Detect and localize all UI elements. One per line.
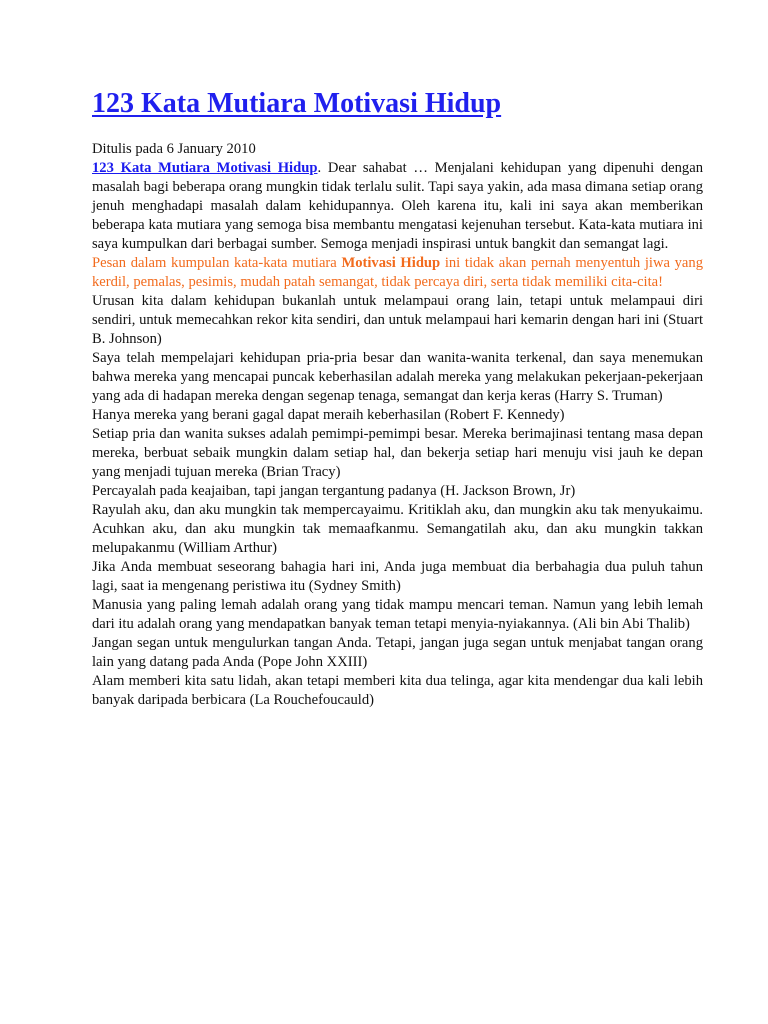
intro-paragraph xyxy=(92,159,703,254)
intro-text: . Dear sahabat … Menjalani kehidupan yang dipenuhi dengan masalah bagi beberapa orang mungkin tidak terlalu sulit. Tapi saya yakin, ada masa dimana setiap orang jenuh menghadapi masalah dalam kehidupannya. Oleh karena itu, kali ini saya akan memberikan beberapa kata mutiara yang semoga bisa membantu mengatasi kejenuhan tersebut. Kata-kata mutiara ini saya kumpulkan dari berbagai sumber. Semoga menjadi inspirasi untuk bangkit dan semangat lagi. xyxy=(92,160,703,252)
page-title[interactable]: 123 Kata Mutiara Motivasi Hidup xyxy=(92,88,502,119)
quote-paragraph: Hanya mereka yang berani gagal dapat meraih keberhasilan (Robert F. Kennedy) xyxy=(92,407,565,423)
quote-paragraph: Setiap pria dan wanita sukses adalah pemimpi-pemimpi besar. Mereka berimajinasi tentang masa depan mereka, berbuat sebaik mungkin dalam setiap hal, dan bekerja setiap hari menuju visi jauh ke depan yang menjadi tujuan mereka (Brian Tracy) xyxy=(92,426,703,480)
quote-paragraph: Alam memberi kita satu lidah, akan tetapi memberi kita dua telinga, agar kita mendengar dua kali lebih banyak daripada berbicara (La Rouchefoucauld) xyxy=(92,673,703,708)
quote-paragraph: Rayulah aku, dan aku mungkin tak mempercayaimu. Kritiklah aku, dan mungkin aku tak menyukaimu. Acuhkan aku, dan aku mungkin tak memaafkanmu. Semangatilah aku, dan aku mungkin takkan melupakanmu (William Arthur) xyxy=(92,502,703,556)
quote-paragraph: Jika Anda membuat seseorang bahagia hari ini, Anda juga membuat dia berbahagia dua puluh tahun lagi, saat ia mengenang peristiwa itu (Sydney Smith) xyxy=(92,559,703,594)
quote-paragraph: Urusan kita dalam kehidupan bukanlah untuk melampaui orang lain, tetapi untuk melampaui diri sendiri, untuk memecahkan rekor kita sendiri, dan untuk melampaui hari kemarin dengan hari ini (Stuart B. Johnson) xyxy=(92,293,703,347)
title-link[interactable]: 123 Kata Mutiara Motivasi Hidup xyxy=(92,160,318,176)
highlight-text-before: Pesan dalam kumpulan kata-kata mutiara xyxy=(92,255,342,271)
highlight-keyword: Motivasi Hidup xyxy=(341,255,441,271)
quote-paragraph: Saya telah mempelajari kehidupan pria-pria besar dan wanita-wanita terkenal, dan saya menemukan bahwa mereka yang mencapai puncak keberhasilan adalah mereka yang melakukan pekerjaan-pekerjaan yang ada di hadapan mereka dengan segenap tenaga, semangat dan kerja keras (Harry S. Truman) xyxy=(92,350,703,404)
article xyxy=(92,84,703,710)
quote-paragraph: Manusia yang paling lemah adalah orang yang tidak mampu mencari teman. Namun yang lebih lemah dari itu adalah orang yang mendapatkan banyak teman tetapi menyia-nyiakannya. (Ali bin Abi Thalib) xyxy=(92,597,703,632)
highlight-paragraph xyxy=(92,254,703,292)
highlight-text-after: ini tidak akan pernah menyentuh jiwa yang kerdil, pemalas, pesimis, mudah patah semangat, tidak percaya diri, serta tidak memiliki cita-cita! xyxy=(92,255,703,290)
post-date: Ditulis pada 6 January 2010 xyxy=(92,141,256,157)
quote-paragraph: Jangan segan untuk mengulurkan tangan Anda. Tetapi, jangan juga segan untuk menjabat tangan orang lain yang datang pada Anda (Pope John XXIII) xyxy=(92,635,703,670)
quote-paragraph: Percayalah pada keajaiban, tapi jangan tergantung padanya (H. Jackson Brown, Jr) xyxy=(92,483,576,499)
